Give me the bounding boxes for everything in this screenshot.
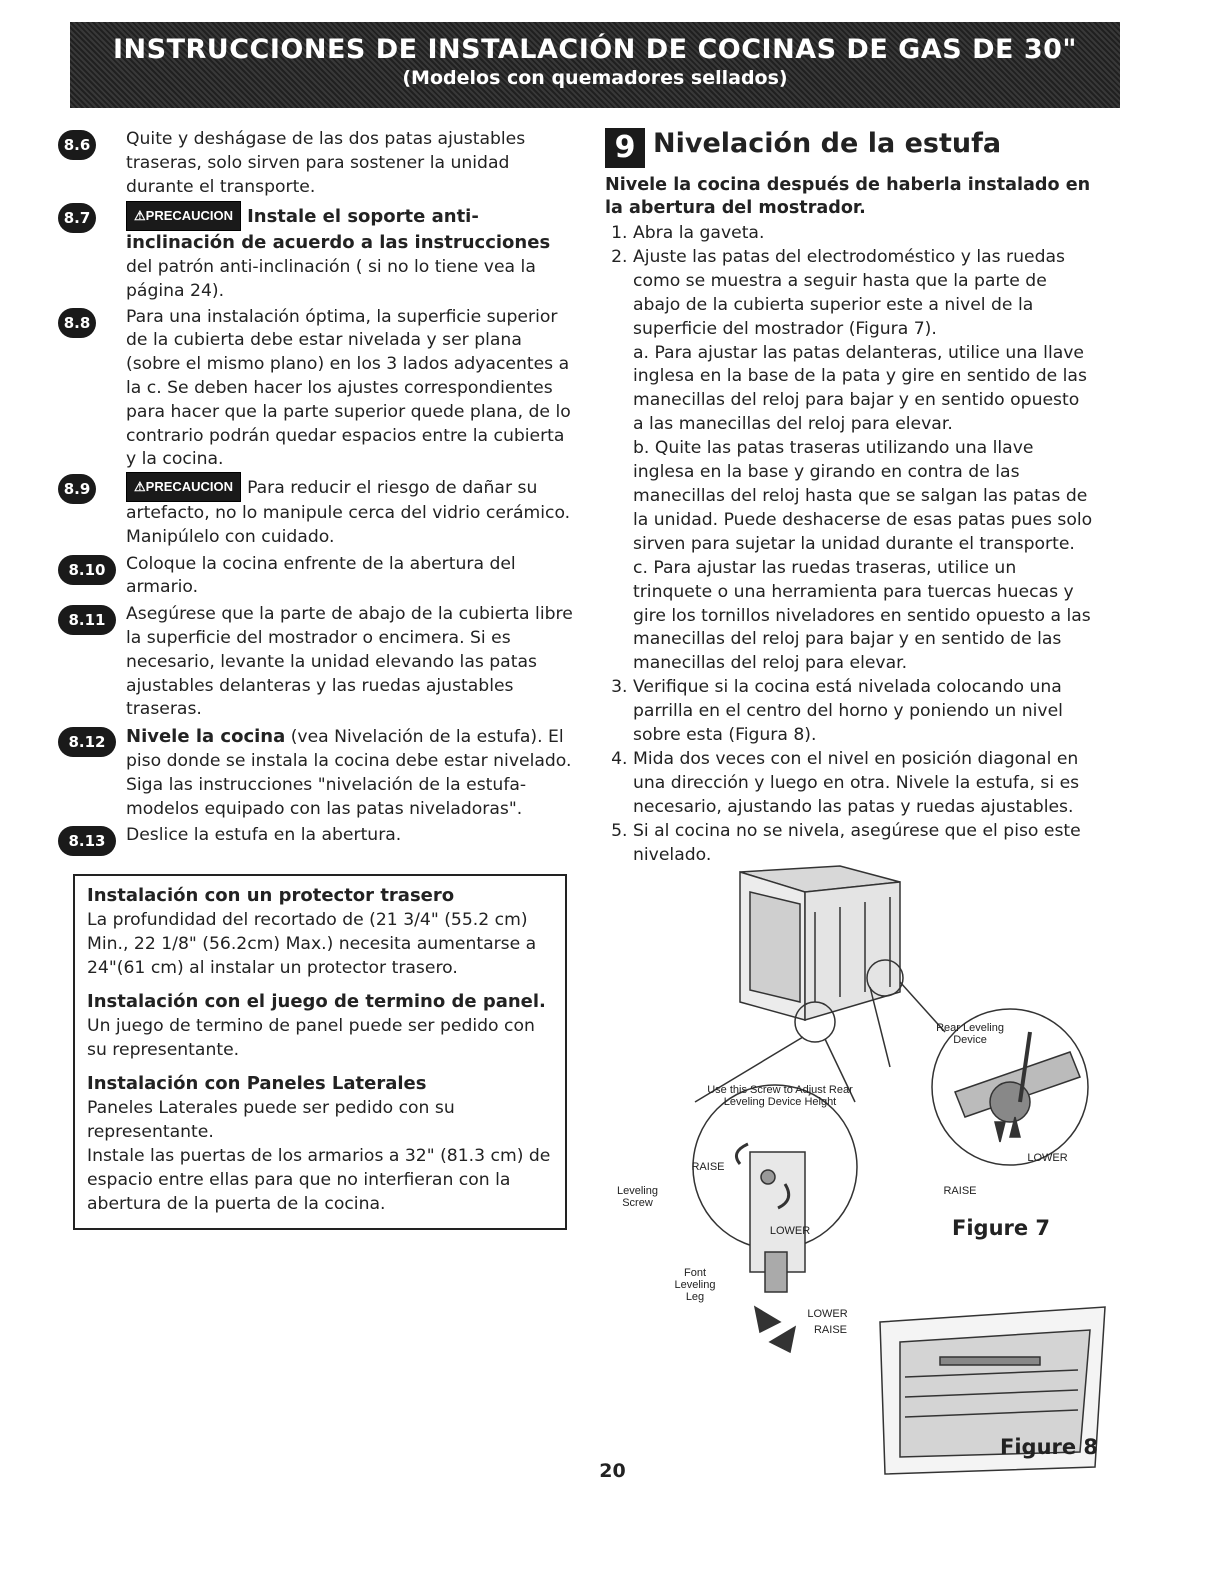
step-badge: 8.8 <box>58 308 96 338</box>
step-badge: 8.13 <box>58 826 116 856</box>
right-column <box>605 128 1095 867</box>
step-badge: 8.12 <box>58 727 116 757</box>
caution-label: ⚠PRECAUCION <box>126 472 241 502</box>
step-8-7 <box>58 201 578 303</box>
step-text: (vea Nivelación de la estufa). El piso donde se instala la cocina debe estar nivelado. Siga las instrucciones "nivelación de la estufa-modelos equipado con las patas niveladoras". <box>126 727 572 819</box>
figure-8-caption: Figure 8 <box>1000 1435 1099 1459</box>
note-text: Instale las puertas de los armarios a 32" (81.3 cm) de espacio entre ellas para que no interfieran con la abertura de la puerta de la cocina. <box>87 1146 551 1214</box>
step-text: Si al cocina no se nivela, asegúrese que el piso este nivelado. <box>633 820 1081 865</box>
step-text: Quite y deshágase de las dos patas ajustables traseras, solo sirven para sostener la unidad durante el transporte. <box>126 129 526 197</box>
step-text: Para una instalación óptima, la superficie superior de la cubierta debe estar nivelada y ser plana (sobre el mismo plano) en los 3 lados adyacentes a la c. Se deben hacer los ajustes correspondientes para hacer que la parte superior quede plana, de lo contrario podrán quedar espacios entre la cubierta y la cocina. <box>126 306 571 470</box>
rear-leveling-label: Rear Leveling Device <box>936 1022 1004 1046</box>
figure-7-caption: Figure 7 <box>952 1216 1051 1240</box>
step-8-6 <box>58 128 578 199</box>
left-column <box>58 128 578 851</box>
note-heading: Instalación con Paneles Laterales <box>87 1073 427 1094</box>
step-text: del patrón anti-inclinación ( si no lo tiene vea la página 24). <box>126 256 536 301</box>
step-text: Abra la gaveta. <box>633 223 765 243</box>
page-title: INSTRUCCIONES DE INSTALACIÓN DE COCINAS DE GAS DE 30" <box>113 34 1077 65</box>
note-text: Paneles Laterales puede ser pedido con su representante. <box>87 1098 455 1142</box>
header-banner <box>70 22 1120 108</box>
step-badge: 8.10 <box>58 555 116 585</box>
step-8-10 <box>58 553 578 601</box>
note-heading: Instalación con un protector trasero <box>87 885 455 906</box>
step-badge: 8.6 <box>58 130 96 160</box>
note-text: La profundidad del recortado de (21 3/4" (55.2 cm) Min., 22 1/8" (56.2cm) Max.) necesita aumentarse a 24"(61 cm) al instalar un protector trasero. <box>87 910 537 978</box>
step-badge: 8.9 <box>58 474 96 504</box>
sub-step: b. Quite las patas traseras utilizando una llave inglesa en la base y girando en contra de las manecillas del reloj hasta que se salgan las patas de la unidad. Puede deshacerse de esas patas pues solo sirven para sujetar la unidad durante el transporte. <box>633 438 1093 554</box>
step-text: Para reducir el riesgo de dañar su artefacto, no lo manipule cerca del vidrio cerámico. Manipúlelo con cuidado. <box>126 478 571 547</box>
step-badge: 8.11 <box>58 605 116 635</box>
step-bold-text: Instale el soporte anti-inclinación de acuerdo a las instrucciones <box>126 206 551 254</box>
page-subtitle: (Modelos con quemadores sellados) <box>402 67 788 89</box>
raise-label: RAISE <box>813 1324 847 1336</box>
installation-notes-box <box>73 874 567 1230</box>
step-badge: 8.7 <box>58 203 96 233</box>
raise-label: RAISE <box>943 1185 977 1197</box>
step-8-13 <box>58 824 578 851</box>
step-8-8 <box>58 306 578 473</box>
note-text: Un juego de termino de panel puede ser pedido con su representante. <box>87 1016 535 1060</box>
sub-step: c. Para ajustar las ruedas traseras, utilice un trinquete o una herramienta para tuercas huecas y gire los tornillos niveladores en sentido opuesto a las manecillas del reloj para bajar y en sentido de las manecillas del reloj para elevar. <box>633 557 1091 674</box>
lower-label: LOWER <box>1027 1152 1068 1164</box>
section-number: 9 <box>605 128 645 168</box>
step-8-11 <box>58 603 578 722</box>
step-text: Coloque la cocina enfrente de la abertura del armario. <box>126 553 516 598</box>
lower-label: LOWER <box>769 1225 811 1237</box>
step-text: Mida dos veces con el nivel en posición diagonal en una dirección y luego en otra. Nivele la estufa, si es necesario, ajustando las patas y ruedas ajustables. <box>633 748 1080 817</box>
figures-area <box>600 852 1120 1492</box>
step-bold-text: Nivele la cocina <box>126 726 286 748</box>
step-text: Ajuste las patas del electrodoméstico y las ruedas como se muestra a seguir hasta que la parte de abajo de la cubierta superior este a nivel de la superficie del mostrador (Figura 7). <box>633 246 1065 339</box>
step-text: Deslice la estufa en la abertura. <box>126 825 402 846</box>
note-heading: Instalación con el juego de termino de panel. <box>87 991 546 1012</box>
step-8-12 <box>58 725 578 821</box>
sub-step: a. Para ajustar las patas delanteras, utilice una llave inglesa en la base de la pata y gire en sentido de las manecillas del reloj para bajar y en sentido opuesto a las manecillas del reloj para elevar. <box>633 342 1087 435</box>
lower-label: LOWER <box>807 1308 848 1320</box>
step-text: Verifique si la cocina está nivelada colocando una parrilla en el centro del horno y poniendo un nivel sobre esta (Figura 8). <box>633 677 1063 746</box>
list-item <box>633 246 1095 676</box>
raise-label: RAISE <box>691 1161 725 1173</box>
list-item <box>633 676 1095 748</box>
leveling-illustration <box>600 852 1120 1492</box>
list-item <box>633 748 1095 820</box>
section-subtitle: Nivele la cocina después de haberla instalado en la abertura del mostrador. <box>605 175 1091 218</box>
front-leveling-leg-label: Font Leveling Leg <box>674 1267 716 1303</box>
use-screw-label: Use this Screw to Adjust Rear Leveling Device Height <box>707 1084 853 1108</box>
caution-label: ⚠PRECAUCION <box>126 201 241 231</box>
section-title: Nivelación de la estufa <box>653 128 1002 159</box>
step-text: Asegúrese que la parte de abajo de la cubierta libre la superficie del mostrador o encimera. Si es necesario, levante la unidad elevando las patas ajustables delanteras y las ruedas ajustables traseras. <box>126 604 573 720</box>
step-8-9 <box>58 472 578 549</box>
leveling-screw-label: Leveling Screw <box>617 1185 658 1209</box>
page-number: 20 <box>599 1460 626 1482</box>
section-header <box>605 128 1095 174</box>
list-item <box>633 222 1095 246</box>
leveling-steps <box>605 222 1095 867</box>
